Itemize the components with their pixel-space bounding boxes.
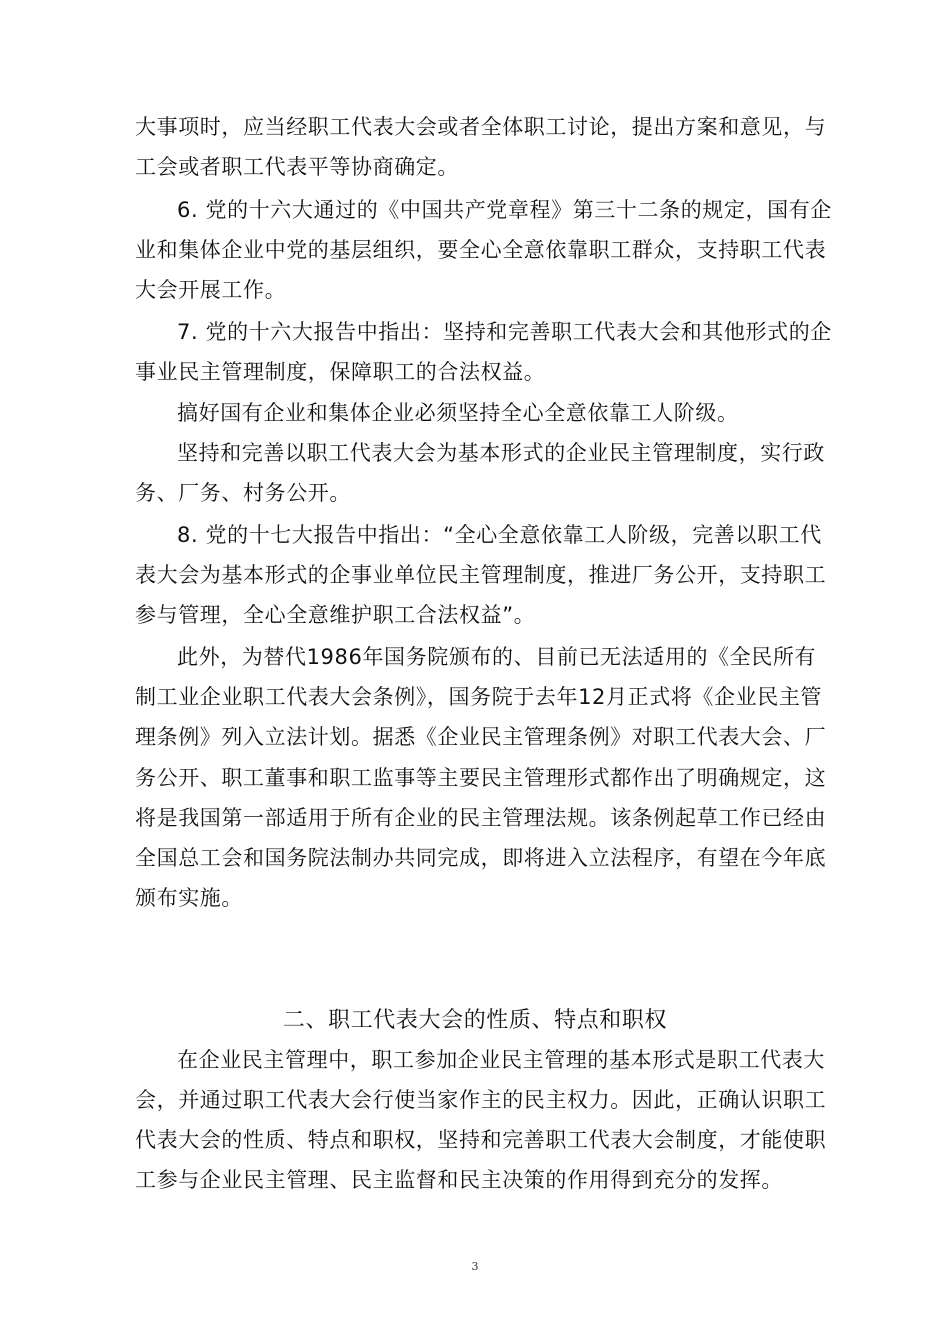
body-text-line: 将是我国第一部适用于所有企业的民主管理法规。该条例起草工作已经由 (135, 806, 827, 830)
body-text-line: 表大会为基本形式的企事业单位民主管理制度，推进厂务公开，支持职工 (135, 563, 827, 587)
section-text-line: 工参与企业民主管理、民主监督和民主决策的作用得到充分的发挥。 (135, 1168, 783, 1192)
body-text-line: 坚持和完善以职工代表大会为基本形式的企业民主管理制度，实行政 (177, 441, 825, 465)
section-heading: 二、职工代表大会的性质、特点和职权 (282, 1008, 668, 1033)
body-text-line: 理条例》列入立法计划。据悉《企业民主管理条例》对职工代表大会、厂 (135, 725, 827, 749)
body-text-line: 工会或者职工代表平等协商确定。 (135, 155, 459, 179)
page-number: 3 (471, 1260, 479, 1273)
body-text-line: 搞好国有企业和集体企业必须坚持全心全意依靠工人阶级。 (177, 401, 739, 425)
body-text-line: 大会开展工作。 (135, 278, 287, 302)
body-text-line: 此外，为替代1986年国务院颁布的、目前已无法适用的《全民所有 (177, 645, 817, 669)
body-text-line: 全国总工会和国务院法制办共同完成，即将进入立法程序，有望在今年底 (135, 846, 827, 870)
body-text-line: 6. 党的十六大通过的《中国共产党章程》第三十二条的规定，国有企 (177, 198, 832, 222)
body-text-line: 事业民主管理制度，保障职工的合法权益。 (135, 360, 546, 384)
section-text-line: 会，并通过职工代表大会行使当家作主的民主权力。因此，正确认识职工 (135, 1088, 827, 1112)
body-text-line: 业和集体企业中党的基层组织，要全心全意依靠职工群众，支持职工代表 (135, 238, 827, 262)
body-text-line: 8. 党的十七大报告中指出：“全心全意依靠工人阶级，完善以职工代 (177, 523, 822, 547)
body-text-line: 大事项时，应当经职工代表大会或者全体职工讨论，提出方案和意见，与 (135, 115, 827, 139)
body-text-line: 制工业企业职工代表大会条例》，国务院于去年12月正式将《企业民主管 (135, 685, 823, 709)
body-text-line: 务公开、职工董事和职工监事等主要民主管理形式都作出了明确规定，这 (135, 766, 827, 790)
section-text-line: 代表大会的性质、特点和职权，坚持和完善职工代表大会制度，才能使职 (135, 1128, 827, 1152)
section-text-line: 在企业民主管理中，职工参加企业民主管理的基本形式是职工代表大 (177, 1048, 825, 1072)
body-text-line: 参与管理，全心全意维护职工合法权益”。 (135, 603, 536, 627)
body-text-line: 7. 党的十六大报告中指出：坚持和完善职工代表大会和其他形式的企 (177, 320, 832, 344)
body-text-line: 颁布实施。 (135, 886, 243, 910)
body-text-line: 务、厂务、村务公开。 (135, 481, 351, 505)
